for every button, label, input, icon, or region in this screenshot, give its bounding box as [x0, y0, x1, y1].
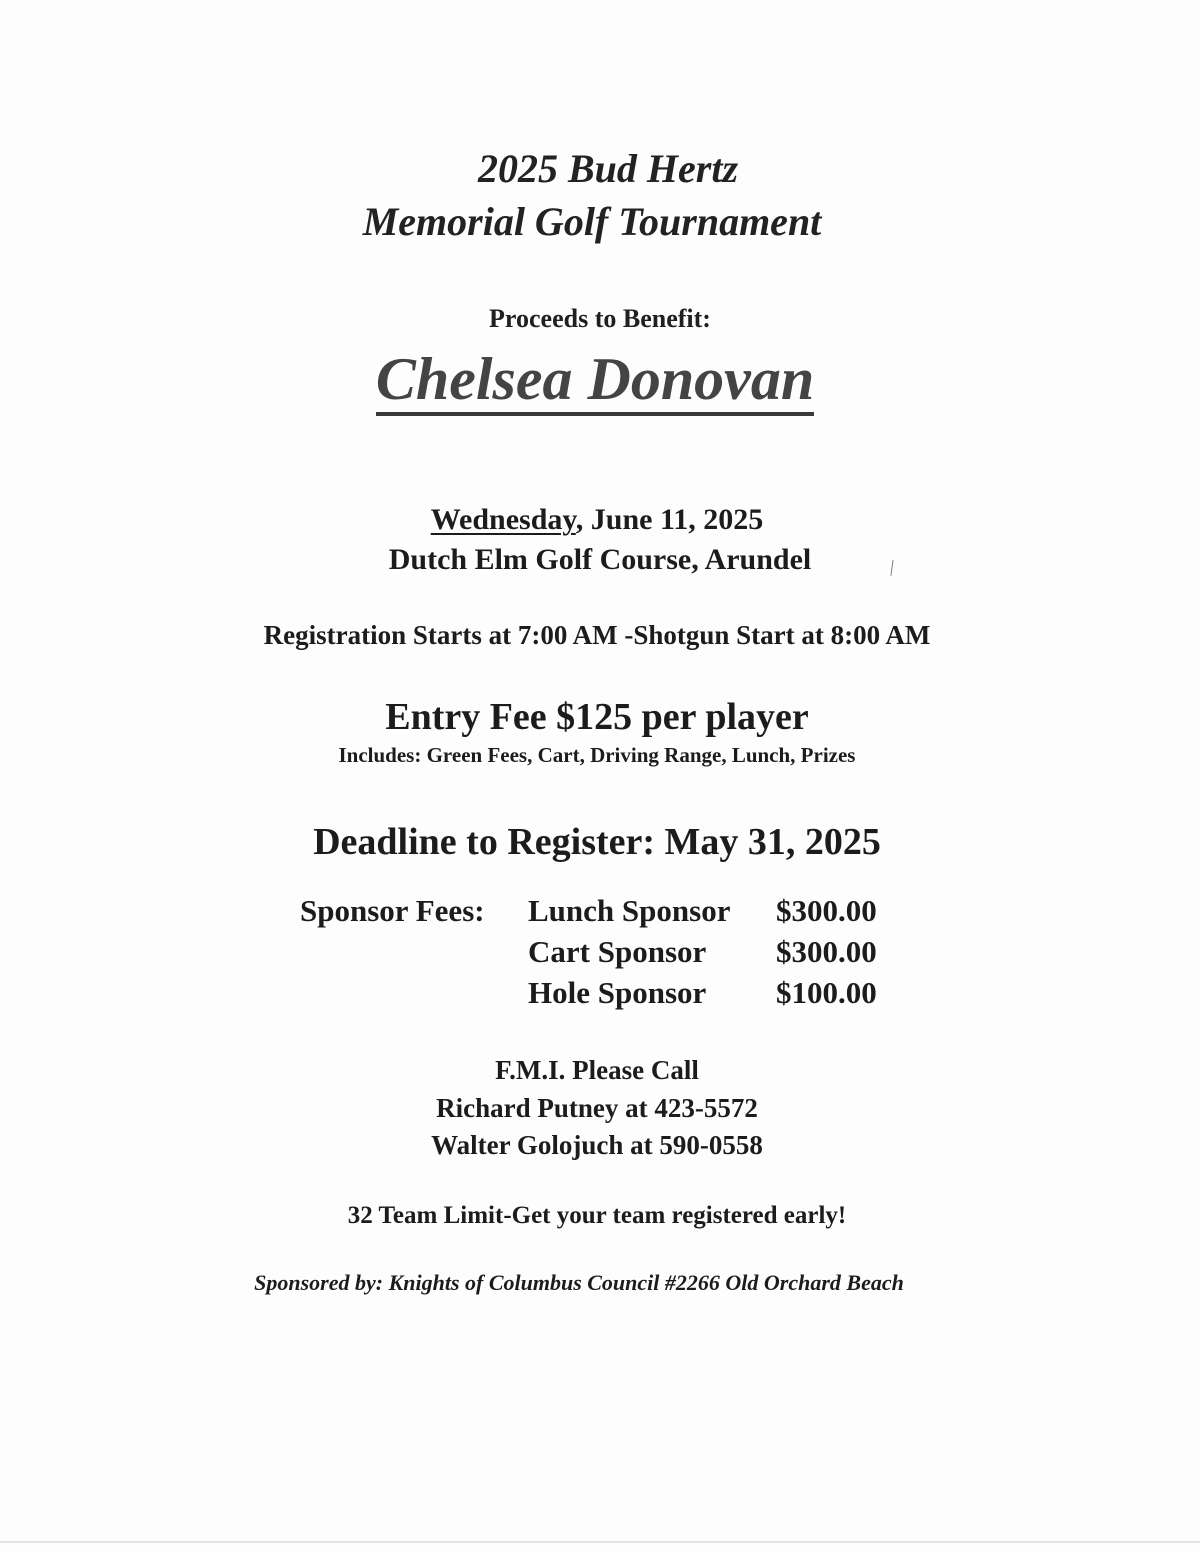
sponsor-amount: $300.00	[776, 893, 877, 928]
sponsor-fee-row	[300, 893, 877, 934]
team-limit-notice: 32 Team Limit-Get your team registered early!	[347, 1202, 847, 1229]
sponsor-type: Cart Sponsor	[528, 934, 707, 969]
scan-edge-line	[0, 1541, 1200, 1543]
tournament-title-line-1: 2025 Bud Hertz	[477, 146, 739, 191]
sponsor-amount: $300.00	[776, 934, 877, 969]
sponsor-fee-row	[300, 975, 877, 1016]
sponsor-fee-row	[300, 934, 877, 975]
event-date-rest: , June 11, 2025	[575, 503, 764, 536]
event-venue: Dutch Elm Golf Course, Arundel	[388, 543, 812, 576]
sponsor-amount: $100.00	[776, 975, 877, 1010]
proceeds-label: Proceeds to Benefit:	[489, 304, 711, 333]
entry-fee: Entry Fee $125 per player	[385, 696, 809, 738]
sponsor-fees-table	[300, 893, 877, 1016]
scan-mark: ╲	[884, 560, 899, 576]
registration-times: Registration Starts at 7:00 AM -Shotgun Start at 8:00 AM	[263, 620, 931, 650]
event-weekday: Wednesday	[430, 503, 576, 536]
tournament-title-line-2: Memorial Golf Tournament	[362, 199, 822, 244]
contact-heading: F.M.I. Please Call	[495, 1055, 699, 1085]
entry-fee-includes: Includes: Green Fees, Cart, Driving Range, Lunch, Prizes	[338, 743, 856, 767]
beneficiary-name-text: Chelsea Donovan	[376, 346, 814, 416]
sponsor-fees-label: Sponsor Fees:	[300, 893, 485, 928]
registration-deadline: Deadline to Register: May 31, 2025	[313, 821, 881, 863]
sponsored-by: Sponsored by: Knights of Columbus Council #2266 Old Orchard Beach	[254, 1270, 904, 1295]
sponsor-type: Lunch Sponsor	[528, 893, 731, 928]
event-date	[0, 503, 1197, 537]
contact-line-1: Richard Putney at 423-5572	[436, 1093, 758, 1123]
contact-line-2: Walter Golojuch at 590-0558	[431, 1130, 763, 1160]
beneficiary-name	[0, 345, 1195, 414]
sponsor-type: Hole Sponsor	[528, 975, 707, 1010]
